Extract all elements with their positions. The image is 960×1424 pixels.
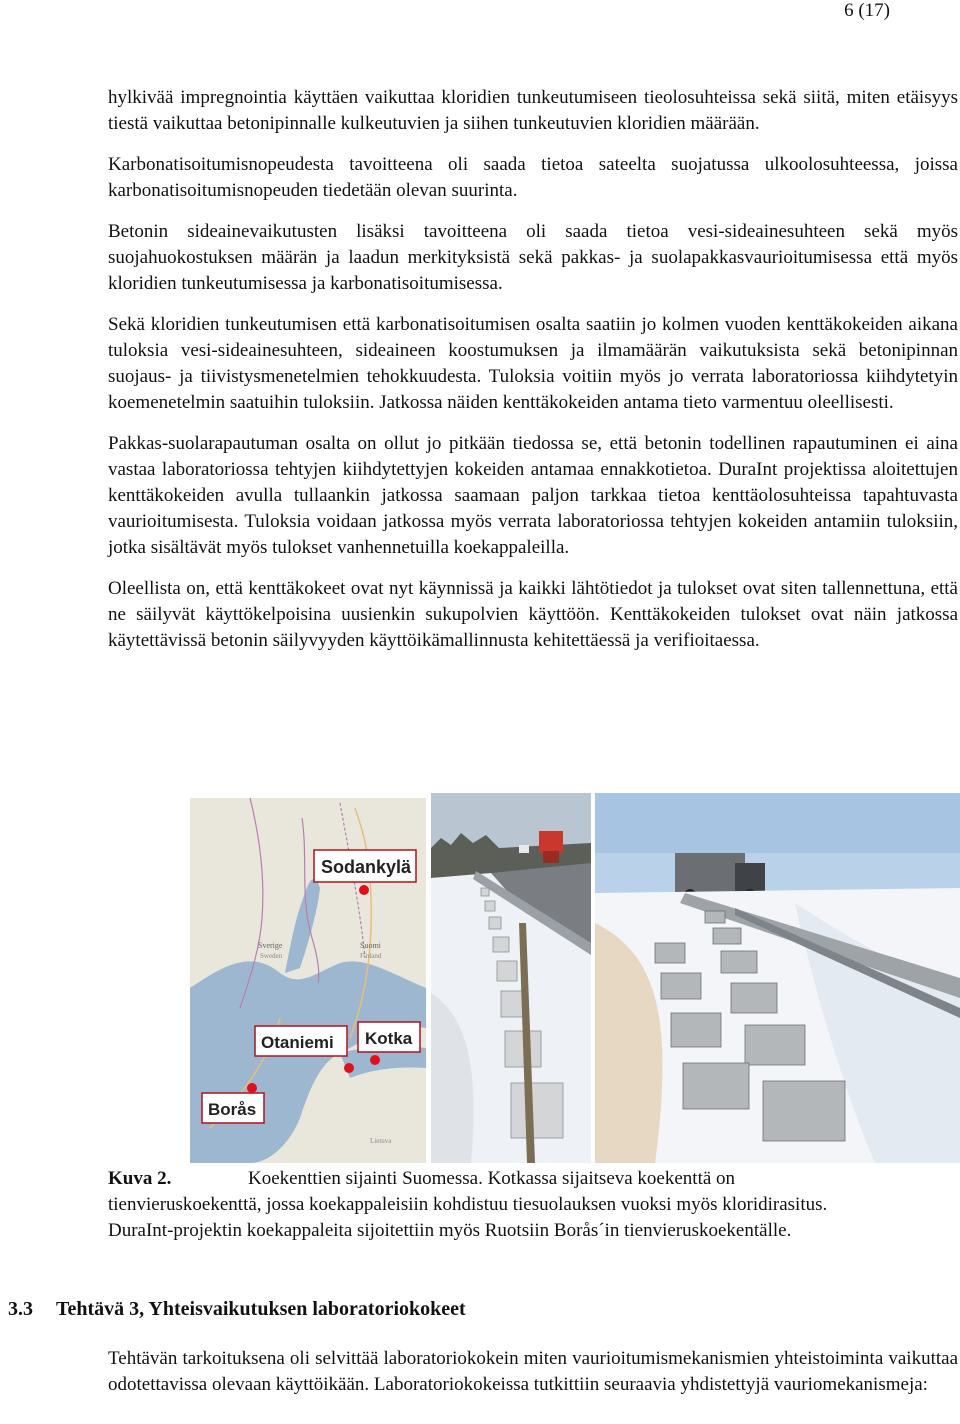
- paragraph: Sekä kloridien tunkeutumisen että karbonatisoitumisen osalta saatiin jo kolmen vuoden kenttäkokeiden aikana tuloksia vesi-sideainesuhteen, sideaineen koostumuksen ja ilmamäärän vaikutuksista sekä betonipinnan suojaus- ja tiivistysmenetelmien tehokkuudesta. Tuloksia voitiin myös jo verrata laboratoriossa kiihdytetyin koemenetelmin saatuihin tuloksiin. Jatkossa näiden kenttäkokeiden antama tieto varmentuu oleellisesti.: [108, 314, 958, 413]
- marker-kotka: [370, 1055, 380, 1065]
- caption-text: Koekenttien sijainti Suomessa. Kotkassa sijaitseva koekenttä on tienvieruskoekenttä, jossa koekappaleisiin kohdistuu tiesuolauksen vuoksi myös kloridirasitus. DuraInt-projektin koekappaleita sijoitettiin myös Ruotsiin Borås´in tienvieruskoekentälle.: [108, 1168, 828, 1241]
- body-text: [108, 85, 958, 669]
- map-label-finland: Finland: [360, 952, 382, 960]
- figure-caption: [108, 1166, 868, 1244]
- paragraph: Pakkas-suolarapautuman osalta on ollut jo pitkään tiedossa se, että betonin todellinen rapautuminen ei aina vastaa laboratoriossa tehtyjen kiihdytettyjen kokeiden antamaa ennakkotietoa. DuraInt projektissa aloitettujen kenttäkokeiden avulla tullaankin jatkossa saamaan paljon tarkkaa tietoa kenttäolosuhteissa tapahtuvasta vaurioitumisesta. Tuloksia voidaan jatkossa myös verrata laboratoriossa tehtyjen kokeiden antamiin tuloksiin, jotka sisältävät myös tulokset vanhennetuilla koekappaleilla.: [108, 433, 958, 558]
- map-label-otaniemi: Otaniemi: [261, 1033, 334, 1052]
- map-label-sweden: Sweden: [260, 952, 283, 960]
- marker-boras: [247, 1083, 257, 1093]
- map-label-suomi: Suomi: [360, 941, 381, 950]
- caption-label: Kuva 2.: [108, 1168, 172, 1189]
- section-title: Tehtävä 3, Yhteisvaikutuksen laboratoriokokeet: [56, 1298, 466, 1320]
- paragraph: hylkivää impregnointia käyttäen vaikuttaa kloridien tunkeutumiseen tieolosuhteissa sekä siitä, miten etäisyys tiestä vaikuttaa betonipinnalle kulkeutuvien ja siihen tunkeutuvien kloridien määrään.: [108, 87, 958, 134]
- section-heading: [8, 1296, 466, 1322]
- map-label-kotka: Kotka: [365, 1029, 413, 1048]
- paragraph: Tehtävän tarkoituksena oli selvittää laboratoriokokein miten vaurioitumismekanismien yhteistoiminta vaikuttaa odotettavissa olevaan käyttöikään. Laboratoriokokeissa tutkittiin seuraavia yhdistettyjä vauriomekanismeja:: [108, 1348, 958, 1395]
- paragraph: Betonin sideainevaikutusten lisäksi tavoitteena oli saada tietoa vesi-sideainesuhteen sekä myös suojahuokostuksen määrän ja laadun merkityksistä sekä pakkas- ja suolapakkasvaurioitumisessa että myös kloridien tunkeutumisessa ja karbonatisoitumisessa.: [108, 221, 958, 294]
- section-number: 3.3: [8, 1298, 33, 1320]
- marker-sodankyla: [359, 885, 369, 895]
- map-label-lietuva: Lietuva: [370, 1137, 392, 1145]
- paragraph: Karbonatisoitumisnopeudesta tavoitteena oli saada tietoa sateelta suojatussa ulkoolosuhteessa, joissa karbonatisoitumisnopeuden tiedetään olevan suurinta.: [108, 154, 958, 201]
- marker-otaniemi: [344, 1063, 354, 1073]
- map-label-sodankyla: Sodankylä: [321, 857, 412, 877]
- figure: [190, 793, 960, 1163]
- map-label-sverige: Sverige: [258, 941, 283, 950]
- field-photo: [595, 793, 960, 1163]
- paragraph: Oleellista on, että kenttäkokeet ovat nyt käynnissä ja kaikki lähtötiedot ja tulokset ovat siten tallennettuna, että ne säilyvät käyttökelpoisina uusienkin sukupolvien käyttöön. Kenttäkokeiden tulokset ovat näin jatkossa käytettävissä betonin säilyvyyden käyttöikämallinnusta kehitettäessä ja verifioitaessa.: [108, 578, 958, 651]
- map-image: [190, 798, 426, 1163]
- map-label-boras: Borås: [208, 1100, 257, 1119]
- page-number: 6 (17): [844, 0, 890, 21]
- road-photo: [431, 793, 591, 1163]
